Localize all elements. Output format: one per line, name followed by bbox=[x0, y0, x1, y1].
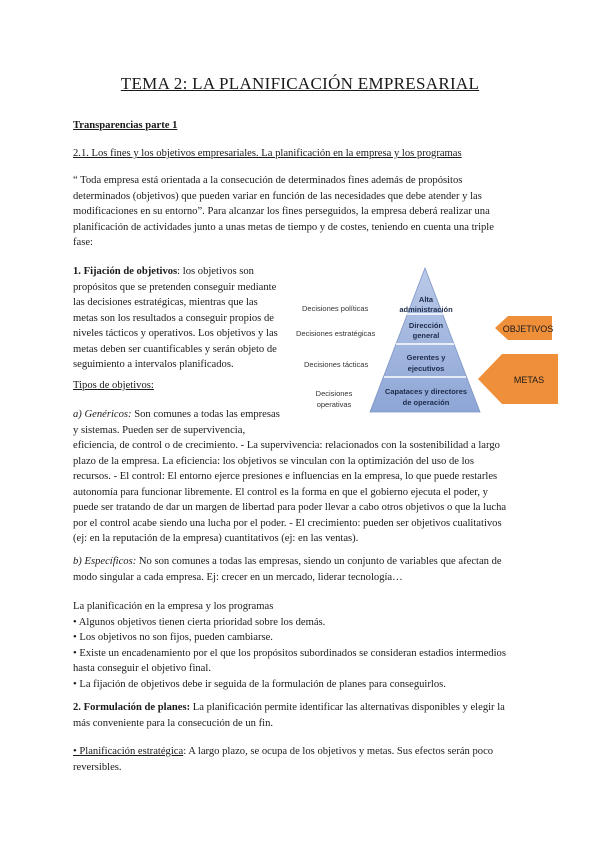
genericos-line: autonomía para funcionar libremente. El control es la forma en que el gobierno ejecuta el poder, y bbox=[73, 486, 488, 498]
genericos-line: (ej: en la reputación de la empresa) cuantitativos (ej: en las ventas). bbox=[73, 533, 359, 544]
genericos-line: puede ser tratando de dar un margen de libertad para poder llevar a cabo otros objetivos o que la lucha bbox=[73, 502, 507, 513]
decision-label: Decisiones bbox=[315, 389, 353, 398]
metas-arrow-label: METAS bbox=[513, 375, 545, 385]
decision-label: Decisiones tácticas bbox=[304, 360, 369, 369]
decision-label: Decisiones estratégicas bbox=[296, 329, 376, 338]
fijacion-line: propósitos que se pretenden conseguir mediante bbox=[73, 281, 277, 293]
level-label: de operación bbox=[402, 398, 450, 407]
estrategica-line: reversibles. bbox=[73, 761, 122, 773]
planificacion-list bbox=[73, 599, 533, 692]
estrategica-label: • Planificación estratégica bbox=[73, 746, 184, 757]
level-label: Gerentes y bbox=[406, 353, 446, 362]
hierarchy-pyramid-diagram bbox=[290, 262, 560, 422]
genericos-line: recursos. - El control: El entorno ejerce presiones e influencias en la empresa, lo que puede restarles bbox=[73, 471, 498, 482]
genericos-line: plazo de la empresa. La eficiencia: los objetivos se vinculan con la optimización del uso de los bbox=[73, 455, 474, 467]
intro-line: modificaciones en su entorno”. Para alcanzar los fines perseguidos, la empresa deberá realizar una bbox=[73, 206, 490, 217]
fijacion-paragraph bbox=[73, 264, 293, 373]
planificacion-line: • La fijación de objetivos debe ir seguida de la formulación de planes para conseguirlos. bbox=[73, 678, 446, 690]
fijacion-line: seguimiento a intervalos planificados. bbox=[73, 359, 234, 370]
estrategica-text: : A largo plazo, se ocupa de los objetivos y metas. Sus efectos serán poco bbox=[183, 746, 494, 757]
fijacion-line: niveles tácticos y operativos. Los objetivos y las bbox=[73, 328, 278, 339]
page-title: TEMA 2: LA PLANIFICACIÓN EMPRESARIAL bbox=[120, 74, 480, 93]
genericos-label: a) Genéricos: bbox=[73, 409, 132, 420]
decision-label: operativas bbox=[316, 400, 352, 409]
formulacion-line: más conveniente para la consecución de un fin. bbox=[73, 717, 274, 729]
estrategica-paragraph bbox=[73, 744, 533, 775]
intro-line: fase: bbox=[73, 237, 93, 248]
formulacion-paragraph bbox=[73, 700, 533, 731]
level-label: Alta bbox=[418, 295, 434, 304]
tipos-heading: Tipos de objetivos: bbox=[73, 380, 154, 391]
especificos-label: b) Específicos: bbox=[73, 556, 137, 567]
objetivos-arrow-label: OBJETIVOS bbox=[502, 324, 554, 334]
genericos-line: y sistemas. Pueden ser de supervivencia, bbox=[73, 424, 246, 436]
planificacion-line: • Los objetivos no son fijos, pueden cambiarse. bbox=[73, 632, 273, 643]
decision-label: Decisiones políticas bbox=[302, 304, 369, 313]
intro-line: “ Toda empresa está orientada a la consecución de determinados fines además de propósitos bbox=[73, 175, 463, 186]
planificacion-line: La planificación en la empresa y los programas bbox=[73, 601, 274, 612]
fijacion-line: metas deben ser cuantificables y serán objeto de bbox=[73, 343, 277, 355]
especificos-line: modo singular a cada empresa. Ej: crecer en un mercado, liderar tecnología… bbox=[73, 571, 403, 583]
formulacion-heading: 2. Formulación de planes: bbox=[73, 702, 191, 713]
level-label: Capataces y directores bbox=[384, 387, 468, 396]
genericos-paragraph bbox=[73, 407, 533, 547]
fijacion-text: : los objetivos son bbox=[177, 266, 254, 277]
level-label: general bbox=[412, 331, 440, 340]
subtitle: Transparencias parte 1 bbox=[73, 120, 178, 131]
fijacion-line: metas son los resultados a conseguir propios de bbox=[73, 312, 274, 324]
formulacion-text: La planificación permite identificar las alternativas disponibles y elegir la bbox=[190, 702, 505, 713]
genericos-text: Son comunes a todas las empresas bbox=[131, 409, 280, 420]
planificacion-line: • Algunos objetivos tienen cierta prioridad sobre los demás. bbox=[73, 616, 326, 628]
intro-paragraph bbox=[73, 173, 533, 251]
genericos-line: eficiencia, de control o de crecimiento. - La supervivencia: relacionados con la sostenibilidad a largo bbox=[73, 440, 500, 451]
level-label: administración bbox=[399, 305, 453, 314]
section-heading: 2.1. Los fines y los objetivos empresariales. La planificación en la empresa y los programas bbox=[73, 148, 462, 159]
planificacion-line: hasta conseguir el objetivo final. bbox=[73, 663, 211, 674]
especificos-text: No son comunes a todas las empresas, siendo un conjunto de variables que afectan de bbox=[136, 556, 502, 567]
especificos-paragraph bbox=[73, 554, 533, 585]
level-label: Dirección bbox=[408, 321, 444, 330]
intro-line: determinados (objetivos) que pueden variar en función de las necesidades que debe atender y las bbox=[73, 190, 482, 202]
genericos-line: por el control acabe siendo una lucha por el poder. - El crecimiento: pueden ser objetivos cualitativos bbox=[73, 517, 502, 529]
level-label: ejecutivos bbox=[407, 364, 445, 373]
intro-line: planificación de actividades junto a unas metas de tiempo y de costes, teniendo en cuenta una triple bbox=[73, 221, 494, 233]
fijacion-heading: 1. Fijación de objetivos bbox=[73, 266, 178, 277]
planificacion-line: • Existe un encadenamiento por el que los propósitos subordinados se consideran estadios intermedios bbox=[73, 647, 506, 659]
fijacion-line: las decisiones estratégicas, mientras que las bbox=[73, 297, 258, 308]
